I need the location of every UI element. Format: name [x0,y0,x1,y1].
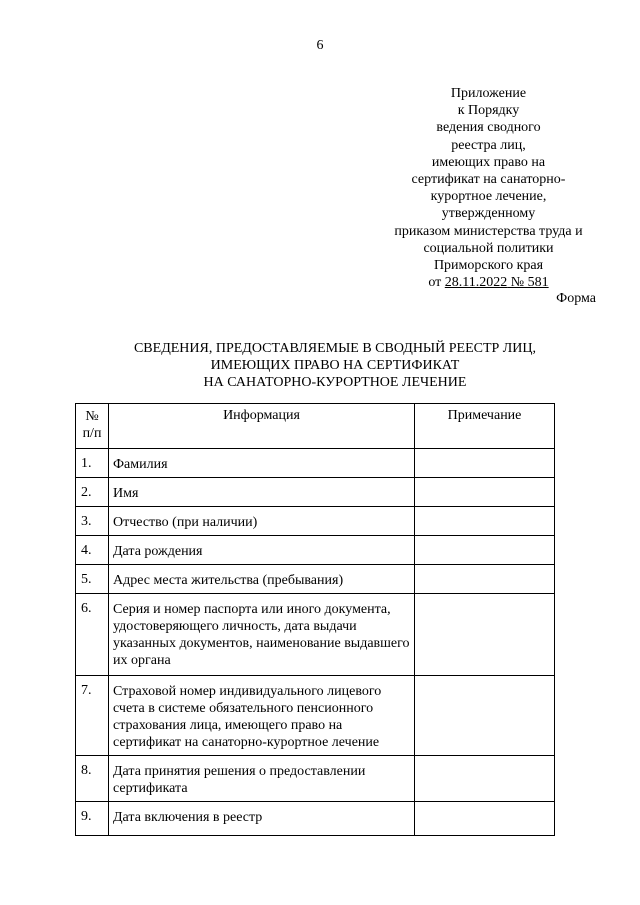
order-date: 28.11.2022 [444,275,508,291]
table-header-row [76,404,555,449]
row-number: 1. [76,449,109,478]
appendix-line: приказом министерства труда и [394,223,583,239]
row-note [415,536,555,565]
row-number: 8. [76,756,109,802]
table-row [76,507,555,536]
appendix-line: курортное лечение, [430,189,547,205]
row-number: 6. [76,594,109,676]
row-info: Имя [109,478,415,507]
row-note [415,802,555,836]
order-date-prefix: от [428,275,445,291]
header-information: Информация [109,404,415,449]
appendix-line: реестра лиц, [451,137,526,153]
row-number: 7. [76,676,109,756]
row-note [415,565,555,594]
order-number: № 581 [507,275,549,291]
appendix-line: утвержденному [441,206,536,222]
document-title [0,340,640,391]
header-number: № п/п [76,404,109,449]
table-row [76,676,555,756]
appendix-line: к Порядку [457,103,520,119]
row-number: 2. [76,478,109,507]
table-row [76,594,555,676]
row-note [415,594,555,676]
table-row [76,478,555,507]
row-info: Дата рождения [109,536,415,565]
appendix-line: Приложение [450,86,527,101]
row-number: 4. [76,536,109,565]
row-note [415,756,555,802]
table-row [76,756,555,802]
row-note [415,449,555,478]
table-row [76,565,555,594]
row-note [415,478,555,507]
title-line: СВЕДЕНИЯ, ПРЕДОСТАВЛЯЕМЫЕ В СВОДНЫЙ РЕЕСТР ЛИЦ, [133,341,537,356]
row-note [415,507,555,536]
row-info: Адрес места жительства (пребывания) [109,565,415,594]
table-row [76,802,555,836]
table-row [76,449,555,478]
row-note [415,676,555,756]
row-number: 9. [76,802,109,836]
page-number: 6 [316,38,324,53]
appendix-line: социальной политики [423,240,554,256]
appendix-line: Приморского края [433,258,544,274]
appendix-block [380,85,597,291]
row-info: Серия и номер паспорта или иного документа, удостоверяющего личность, дата выдачи указанных документов, наименование выдавшего их органа [109,594,415,676]
row-info: Фамилия [109,449,415,478]
row-info: Отчество (при наличии) [109,507,415,536]
info-table [75,403,555,836]
form-label: Форма [556,291,596,306]
row-info: Дата включения в реестр [109,802,415,836]
title-line: НА САНАТОРНО-КУРОРТНОЕ ЛЕЧЕНИЕ [203,375,467,390]
appendix-line: сертификат на санаторно- [411,172,566,188]
title-line: ИМЕЮЩИХ ПРАВО НА СЕРТИФИКАТ [210,358,460,373]
table-row [76,536,555,565]
row-info: Страховой номер индивидуального лицевого счета в системе обязательного пенсионного страхования лица, имеющего право на сертификат на санаторно-курортное лечение [109,676,415,756]
row-info: Дата принятия решения о предоставлении сертификата [109,756,415,802]
order-date-line [380,274,597,291]
header-note: Примечание [415,404,555,449]
row-number: 3. [76,507,109,536]
appendix-line: ведения сводного [436,120,541,136]
appendix-line: имеющих право на [431,154,546,170]
row-number: 5. [76,565,109,594]
